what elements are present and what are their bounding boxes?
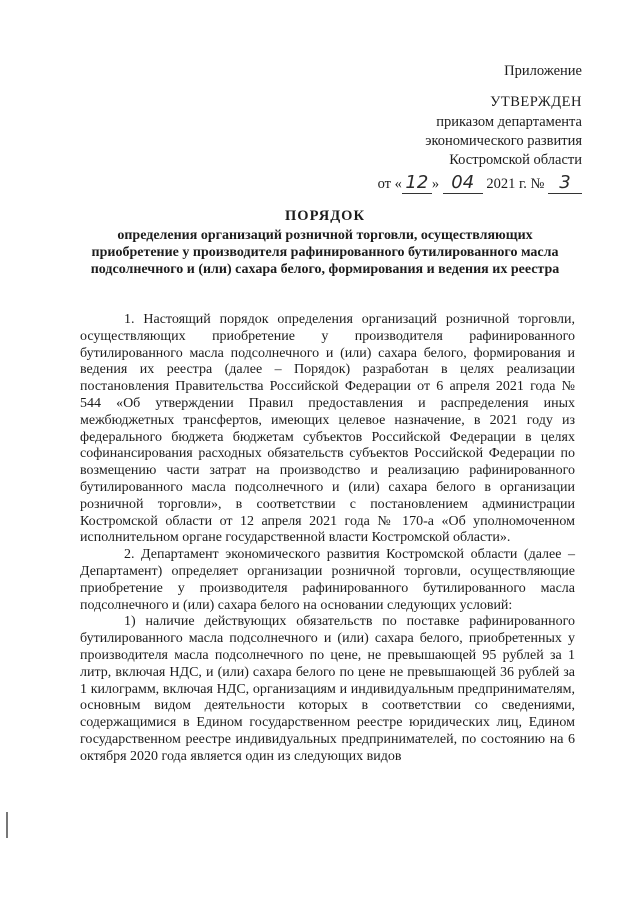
appendix-label: Приложение bbox=[504, 63, 582, 79]
date-prefix: от « bbox=[377, 176, 402, 192]
document-body bbox=[80, 312, 575, 766]
order-line-1: приказом департамента bbox=[436, 114, 582, 130]
title-head: ПОРЯДОК bbox=[285, 208, 365, 224]
scan-margin-mark bbox=[6, 812, 8, 838]
approval-block bbox=[322, 62, 582, 170]
document-title bbox=[75, 208, 575, 278]
year-and-number-label: 2021 г. № bbox=[482, 176, 548, 192]
handwritten-number: 3 bbox=[548, 173, 582, 194]
date-sep: » bbox=[431, 176, 440, 192]
paragraph-3: 1) наличие действующих обязательств по поставке рафинированного бутилированного масла подсолнечного и (или) сахара белого, приобретенных у производителя масла подсолнечного по цене, не превышающей 95 рублей за 1 литр, включая НДС, и (или) сахара белого по цене не превышающей 36 рублей за 1 килограмм, включая НДС, организациям и индивидуальным предпринимателям, основным видом деятельности которых в соответствии со сведениями, содержащимися в Едином государственном реестре юридических лиц, Едином государственном реестре индивидуальных предпринимателей, по состоянию на 6 октября 2020 года является один из следующих видов bbox=[80, 614, 575, 764]
handwritten-day: 12 bbox=[402, 173, 432, 194]
order-line-2: экономического развития bbox=[425, 133, 582, 149]
paragraph-1: 1. Настоящий порядок определения организаций розничной торговли, осуществляющих приобретение у производителя рафинированного бутилированного масла подсолнечного и (или) сахара белого, формирования и ведения их реестра (далее – Порядок) разработан в целях реализации постановления Правительства Российской Федерации от 6 апреля 2021 года № 544 «Об утверждении Правил предоставления и распределения иных межбюджетных трансфертов, имеющих целевое назначение, в 2021 году из федерального бюджета бюджетам субъектов Российской Федерации в целях софинансирования расходных обязательств субъектов Российской Федерации по возмещению части затрат на производство и реализацию рафинированного бутилированного масла подсолнечного и (или) сахара белого в организации розничной торговли», в соответствии с постановлением администрации Костромской области от 12 апреля 2021 года № 170-а «Об уполномоченном исполнительном органе государственной власти Костромской области». bbox=[80, 312, 575, 546]
handwritten-month: 04 bbox=[443, 173, 483, 194]
paragraph-2: 2. Департамент экономического развития Костромской области (далее – Департамент) определяет организации розничной торговли, осуществляющие приобретение у производителя рафинированного бутилированного масла подсолнечного и (или) сахара белого на основании следующих условий: bbox=[80, 547, 575, 613]
approved-label: УТВЕРЖДЕН bbox=[490, 94, 582, 110]
order-date-line bbox=[378, 173, 582, 194]
order-line-3: Костромской области bbox=[449, 152, 582, 168]
title-subtitle: определения организаций розничной торговли, осуществляющих приобретение у производителя рафинированного бутилированного масла подсолнечного и (или) сахара белого, формирования и ведения их реестра bbox=[90, 228, 560, 277]
